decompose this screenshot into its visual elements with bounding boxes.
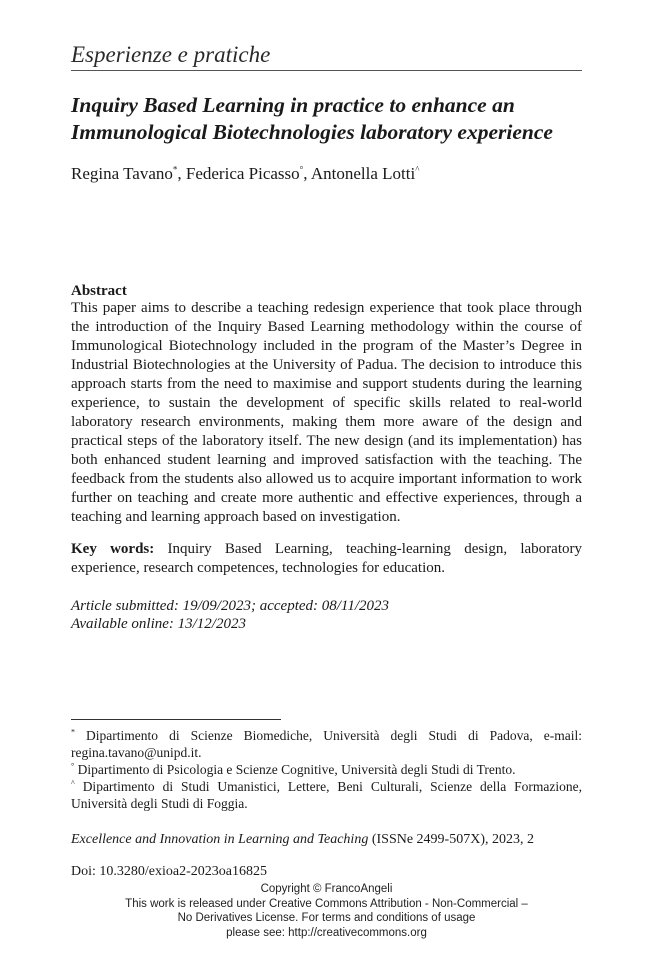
doi: Doi: 10.3280/exioa2-2023oa16825 (71, 864, 267, 879)
author-list: Regina Tavano*, Federica Picasso°, Antonella Lotti^ (71, 164, 420, 183)
license-line: No Derivatives License. For terms and conditions of usage (177, 912, 476, 924)
footnotes (71, 727, 582, 812)
keywords (71, 540, 582, 578)
abstract-text: This paper aims to describe a teaching redesign experience that took place through the introduction of the Inquiry Based Learning methodology within the course of Immunological Biotechnology included in the program of the Master’s Degree in Industrial Biotechnologies at the University of Padua. The decision to introduce this approach starts from the need to maximise and support students during the learning experience, to sustain the development of specific skills related to real-world laboratory research environments, making them more aware of the design and practical steps of the laboratory itself. The new design (and its implementation) has both enhanced student learning and improved satisfaction with the teaching. The feedback from the students also allowed us to acquire important information to work further on teaching and create more authentic and effective experiences, through a teaching and learning approach based on investigation. (71, 300, 582, 525)
footnote-mark: ^ (71, 778, 75, 788)
footnote-divider (71, 719, 281, 720)
abstract-heading: Abstract (71, 283, 127, 299)
license-notice (71, 882, 582, 940)
footnote (71, 778, 582, 812)
available-online-line: Available online: 13/12/2023 (71, 616, 246, 632)
footnote-text: Dipartimento di Studi Umanistici, Lettere, Beni Culturali, Scienze della Formazione, Università degli Studi di Foggia. (71, 779, 583, 811)
title-line-2: Immunological Biotechnologies laboratory experience (71, 120, 553, 144)
footnote-mark: ° (71, 761, 75, 771)
author-mark: ° (299, 164, 304, 175)
journal-citation (71, 832, 534, 848)
footnote (71, 727, 582, 761)
license-line: Copyright © FrancoAngeli (260, 883, 393, 895)
footnote-text: Dipartimento di Scienze Biomediche, Università degli Studi di Padova, e-mail: regina.tavano@unipd.it. (71, 728, 583, 760)
article-title (71, 92, 586, 146)
journal-info: (ISSNe 2499-507X), 2023, 2 (371, 832, 534, 847)
submitted-accepted-line: Article submitted: 19/09/2023; accepted: 08/11/2023 (71, 598, 389, 614)
article-dates (71, 597, 389, 633)
footnote-mark: * (71, 727, 75, 737)
section-divider (71, 70, 582, 71)
license-line: This work is released under Creative Commons Attribution - Non-Commercial – (125, 897, 528, 910)
author-name: Antonella Lotti (310, 164, 416, 183)
journal-name: Excellence and Innovation in Learning and Teaching (71, 832, 369, 847)
license-line: please see: http://creativecommons.org (226, 926, 427, 939)
footnote-text: Dipartimento di Psicologia e Scienze Cognitive, Università degli Studi di Trento. (77, 762, 516, 777)
footnote (71, 761, 582, 778)
section-label: Esperienze e pratiche (71, 42, 271, 67)
author-mark: * (172, 164, 178, 175)
keywords-text: Inquiry Based Learning, teaching-learning design, laboratory experience, research competences, technologies for education. (71, 541, 582, 576)
author-name: Federica Picasso (185, 164, 300, 183)
author-mark: ^ (415, 164, 420, 175)
author-name: Regina Tavano (71, 164, 173, 183)
keywords-label: Key words: (71, 541, 155, 557)
title-line-1: Inquiry Based Learning in practice to enhance an (71, 93, 515, 117)
